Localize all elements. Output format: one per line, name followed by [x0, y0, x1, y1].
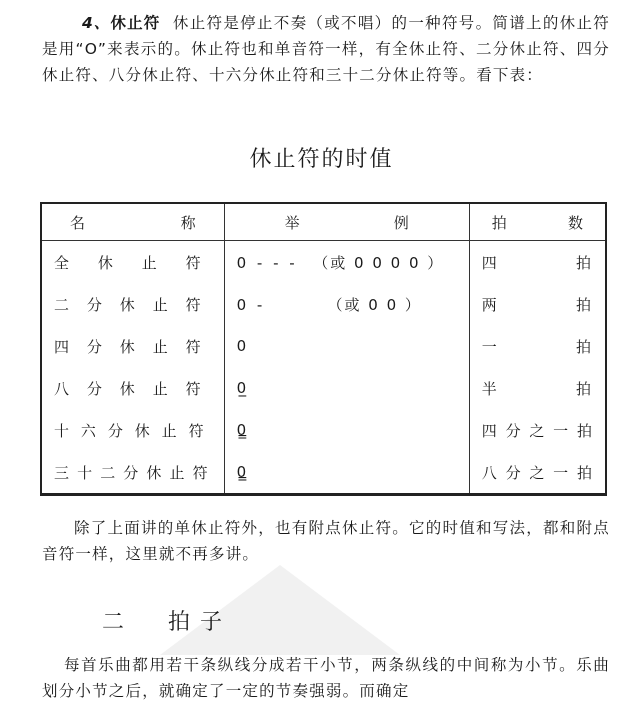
intro-number: 4、: [82, 14, 111, 32]
row-name: 四分休止符: [41, 325, 224, 367]
row-beats: 两拍: [469, 283, 606, 325]
table-row: [41, 409, 606, 451]
section-number: 二: [102, 610, 135, 635]
table-row: [41, 283, 606, 325]
row-name: 三十二分休止符: [41, 451, 224, 495]
intro-paragraph: [42, 10, 610, 88]
table-row: [41, 367, 606, 409]
table-caption: 休止符的时值: [249, 147, 394, 172]
table-row: [41, 451, 606, 495]
row-beats: 一拍: [469, 325, 606, 367]
row-name: 八分休止符: [41, 367, 224, 409]
row-example: 0 - （或 0 0 ）: [224, 283, 469, 325]
row-example: 0̳̲: [224, 451, 469, 495]
row-alt-example: （或 0 0 ）: [327, 295, 422, 314]
row-beats: 四分之一拍: [469, 409, 606, 451]
section-heading: [102, 605, 232, 636]
table-row: [41, 325, 606, 367]
after-table-paragraph: 除了上面讲的单休止符外，也有附点休止符。它的时值和写法，都和附点音符一样，这里就不再多讲。: [42, 519, 610, 563]
table-row: [41, 241, 606, 284]
row-beats: 四拍: [469, 241, 606, 284]
row-example: 0̲: [224, 367, 469, 409]
row-name: 十六分休止符: [41, 409, 224, 451]
row-example: 0̳: [224, 409, 469, 451]
intro-heading: 休止符: [110, 14, 161, 32]
row-beats: 半拍: [469, 367, 606, 409]
row-name: 二分休止符: [41, 283, 224, 325]
row-name: 全休止符: [41, 241, 224, 284]
intro-text: 休止符是停止不奏（或不唱）的一种符号。简谱上的休止符是用“O”来表示的。休止符也和单音符一样，有全休止符、二分休止符、四分休止符、八分休止符、十六分休止符和三十二分休止符等。看下表：: [42, 14, 610, 84]
header-beats: 拍数: [469, 203, 606, 241]
header-name: 名称: [41, 203, 224, 241]
rest-value-table: [40, 202, 607, 496]
row-example: 0: [224, 325, 469, 367]
table-header-row: [41, 203, 606, 241]
header-example: 举例: [224, 203, 469, 241]
row-example: 0 - - - （或 0 0 0 0 ）: [224, 241, 469, 284]
section-title: 拍子: [168, 610, 233, 635]
section-paragraph: 每首乐曲都用若干条纵线分成若干小节，两条纵线的中间称为小节。乐曲划分小节之后，就确定了一定的节奏强弱。而确定: [42, 656, 610, 700]
row-beats: 八分之一拍: [469, 451, 606, 495]
row-alt-example: （或 0 0 0 0 ）: [313, 253, 445, 272]
